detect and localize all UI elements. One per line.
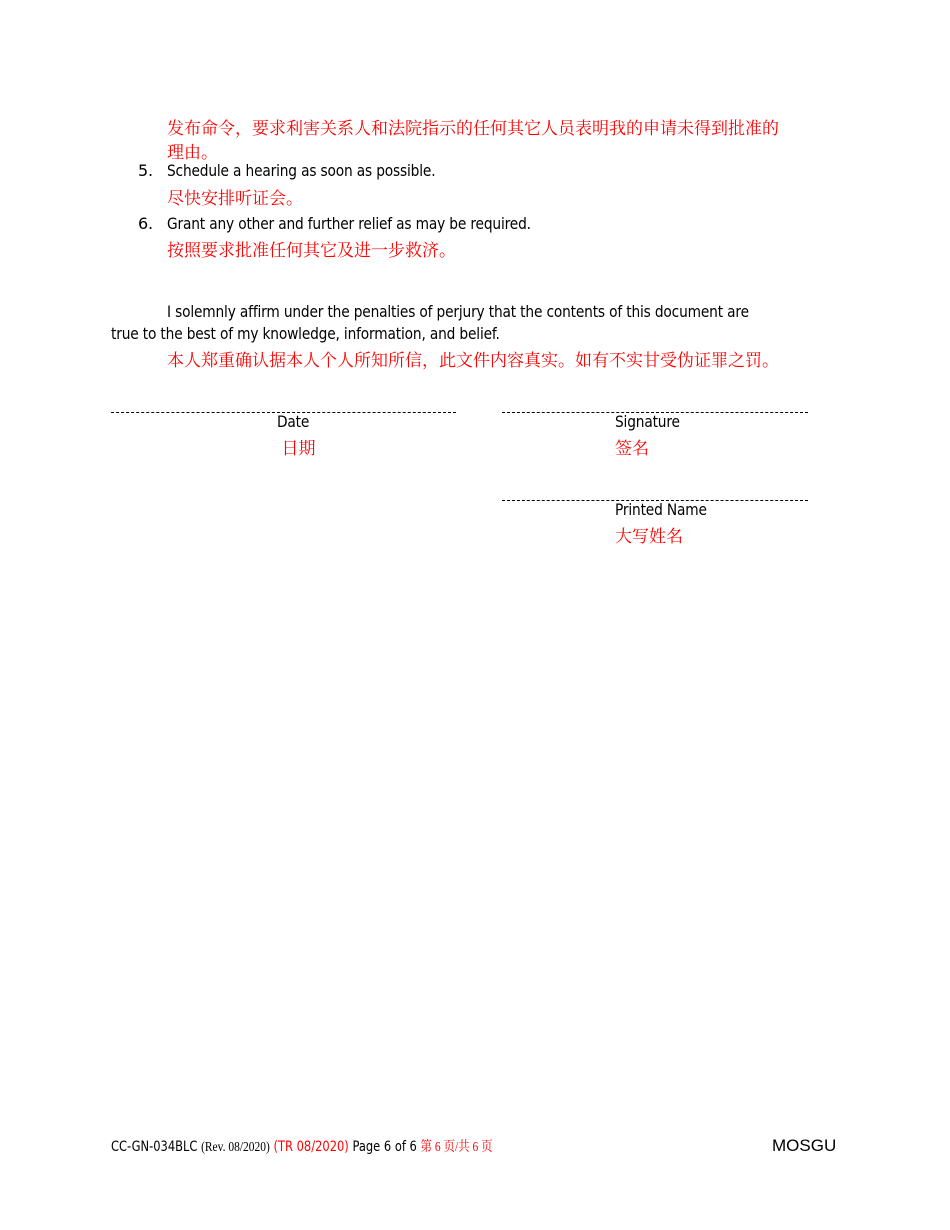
page-number-cn: 第 6 页/共 6 页 — [420, 1140, 493, 1155]
item6-text-cn: 按照要求批准任何其它及进一步救济。 — [167, 241, 456, 261]
affirmation-line1 — [167, 302, 844, 321]
date-label-span: Date — [277, 412, 310, 431]
footer-left — [111, 1136, 576, 1156]
printed-name-line[interactable] — [502, 486, 808, 501]
translation-revision: (TR 08/2020) — [273, 1139, 349, 1155]
footer-inner — [111, 1136, 493, 1156]
printed-name-label-cn: 大写姓名 — [615, 527, 683, 547]
item5-text-en-span: Schedule a hearing as soon as possible. — [167, 161, 436, 180]
signature-label-cn: 签名 — [615, 439, 649, 459]
affirmation-cn: 本人郑重确认据本人个人所知所信，此文件内容真实。如有不实甘受伪证罪之罚。 — [167, 351, 779, 371]
signature-label-span: Signature — [615, 412, 680, 431]
signature-label — [615, 412, 690, 431]
affirmation-line1-span: I solemnly affirm under the penalties of perjury that the contents of this document are — [167, 302, 749, 321]
affirmation-line2-span: true to the best of my knowledge, information, and belief. — [111, 324, 500, 343]
printed-name-label — [615, 500, 722, 519]
item6-text-en-span: Grant any other and further relief as may be required. — [167, 214, 531, 233]
item5-text-cn: 尽快安排听证会。 — [167, 189, 303, 209]
signature-line[interactable] — [502, 398, 808, 413]
date-label — [111, 412, 481, 431]
revision: (Rev. 08/2020) — [201, 1140, 270, 1155]
item6-text-en — [167, 214, 590, 233]
item4-continuation-cn-line2: 理由。 — [167, 143, 218, 163]
footer-code: MOSGU — [772, 1136, 837, 1155]
item4-continuation-cn-line1: 发布命令，要求利害关系人和法院指示的任何其它人员表明我的申请未得到批准的 — [167, 119, 779, 139]
form-id: CC-GN-034BLC — [111, 1139, 198, 1155]
printed-name-label-span: Printed Name — [615, 500, 707, 519]
item5-number: 5. — [138, 161, 153, 180]
affirmation-line2 — [111, 324, 563, 343]
item5-text-en — [167, 161, 479, 180]
page-number-en: Page 6 of 6 — [352, 1139, 417, 1155]
date-label-cn: 日期 — [281, 439, 316, 459]
item6-number: 6. — [138, 214, 153, 233]
date-signature-line[interactable] — [111, 398, 456, 413]
